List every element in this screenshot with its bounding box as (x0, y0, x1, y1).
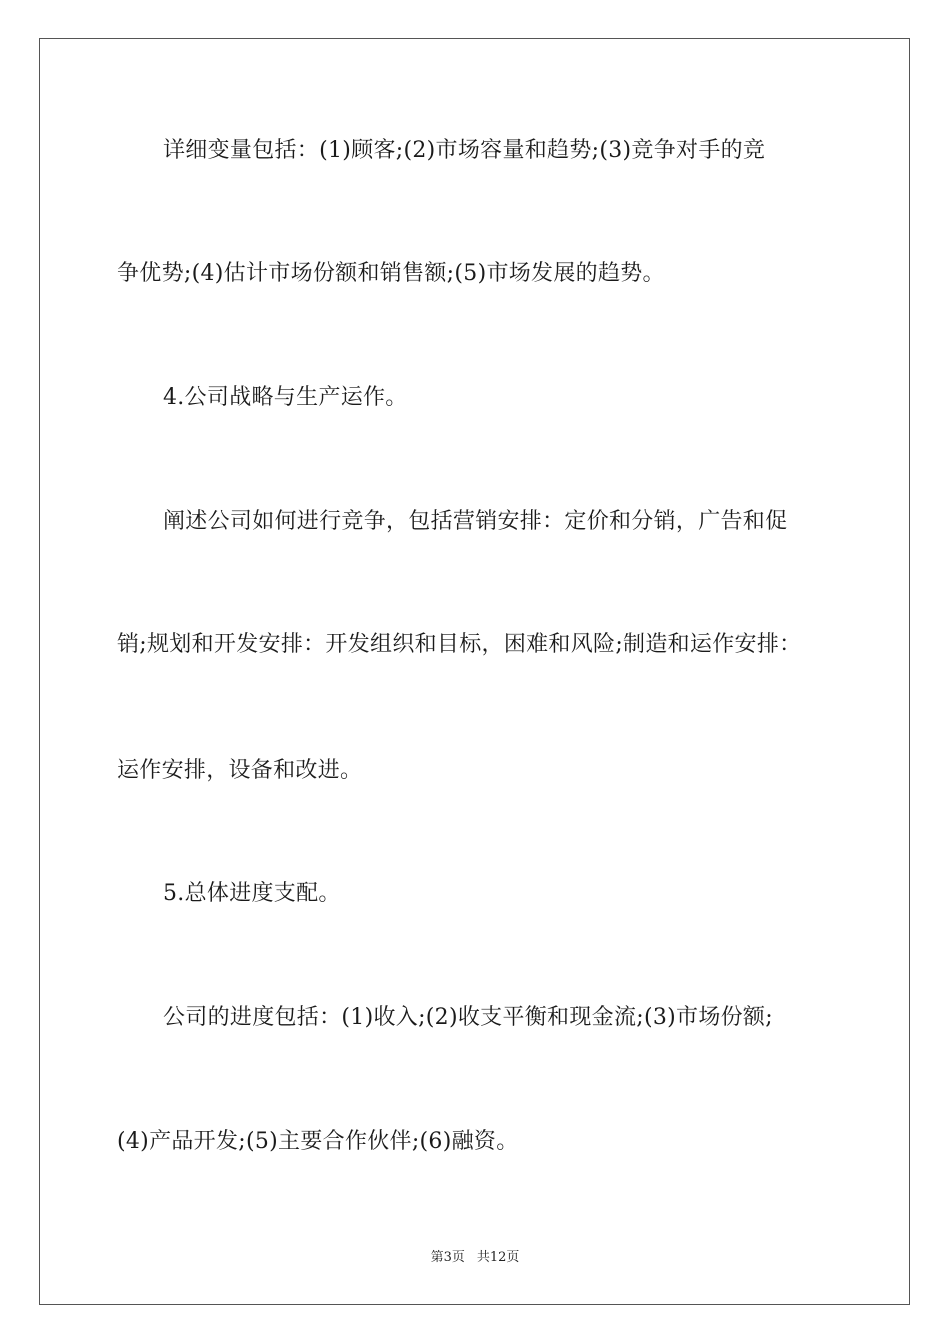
paragraph-3-line-2: 销;规划和开发安排：开发组织和目标，困难和风险;制造和运作安排： (117, 632, 802, 657)
page-footer (0, 1246, 950, 1265)
paragraph-3-line-3: 运作安排，设备和改进。 (117, 758, 363, 783)
page-number: 第3页 (430, 1250, 465, 1265)
paragraph-5-line-2: (4)产品开发;(5)主要合作伙伴;(6)融资。 (117, 1129, 519, 1154)
total-pages: 共12页 (476, 1250, 520, 1265)
section-heading-4: 4.公司战略与生产运作。 (163, 385, 408, 410)
paragraph-1-line-2: 争优势;(4)估计市场份额和销售额;(5)市场发展的趋势。 (117, 261, 665, 286)
page-border (39, 38, 910, 1305)
paragraph-5-line-1: 公司的进度包括：(1)收入;(2)收支平衡和现金流;(3)市场份额; (163, 1005, 773, 1030)
paragraph-3-line-1: 阐述公司如何进行竞争，包括营销安排：定价和分销，广告和促 (163, 509, 788, 534)
paragraph-1-line-1: 详细变量包括：(1)顾客;(2)市场容量和趋势;(3)竞争对手的竞 (163, 138, 766, 163)
section-heading-5: 5.总体进度支配。 (163, 881, 341, 906)
